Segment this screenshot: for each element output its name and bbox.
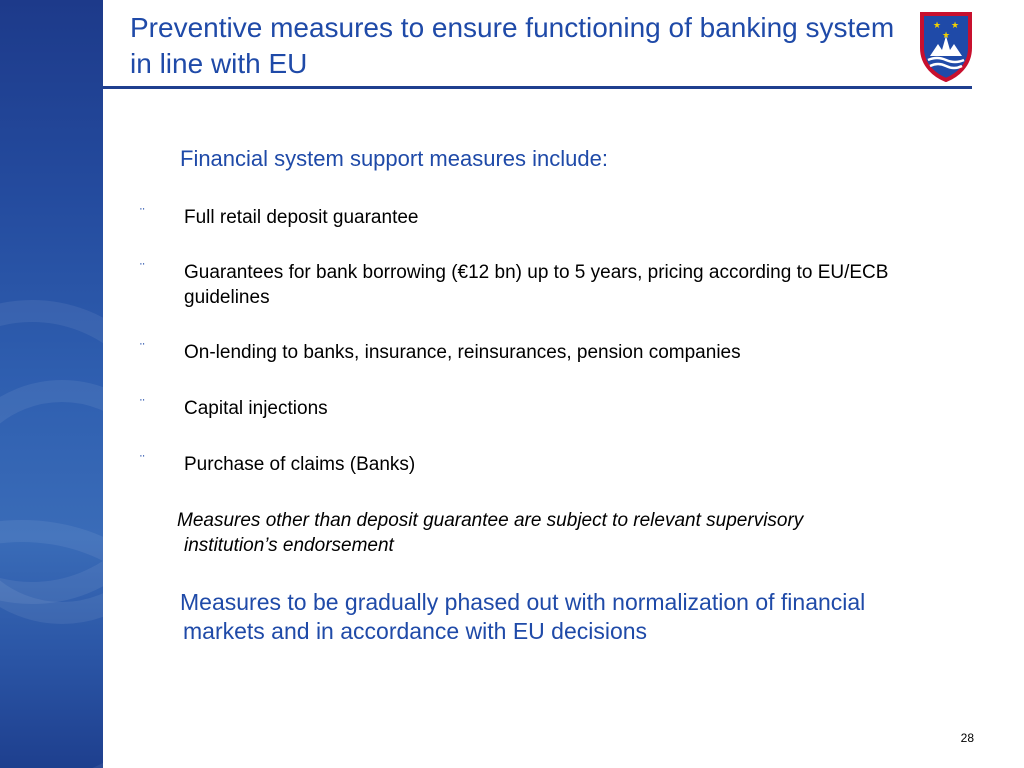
bullet-icon: ¨ bbox=[140, 396, 145, 412]
bullet-icon: ¨ bbox=[140, 452, 145, 468]
svg-text:★: ★ bbox=[942, 31, 951, 41]
slide-title: Preventive measures to ensure functioning of banking system in line with EU bbox=[130, 12, 895, 79]
svg-text:★: ★ bbox=[933, 21, 942, 31]
bullet-text: Full retail deposit guarantee bbox=[184, 207, 419, 228]
intro-heading: Financial system support measures include: bbox=[180, 146, 608, 171]
supervisory-note bbox=[177, 508, 952, 558]
note-line-2: institution’s endorsement bbox=[184, 535, 394, 556]
bullet-text: On-lending to banks, insurance, reinsurances, pension companies bbox=[184, 342, 741, 363]
title-underline bbox=[103, 86, 972, 89]
bullet-text: Capital injections bbox=[184, 398, 328, 419]
bullet-icon: ¨ bbox=[140, 260, 145, 276]
decorative-sidebar bbox=[0, 0, 103, 768]
bullet-text: Guarantees for bank borrowing (€12 bn) up to 5 years, pricing according to EU/ECB guidelines bbox=[184, 262, 889, 308]
slovenian-coat-of-arms-icon bbox=[918, 10, 974, 82]
closing-line-2: markets and in accordance with EU decisions bbox=[183, 618, 648, 644]
bullet-icon: ¨ bbox=[140, 205, 145, 221]
closing-statement bbox=[180, 588, 970, 646]
closing-line-1: Measures to be gradually phased out with normalization of financial bbox=[180, 589, 866, 615]
page-number: 28 bbox=[960, 731, 974, 745]
note-line-1: Measures other than deposit guarantee are subject to relevant supervisory bbox=[177, 510, 804, 531]
bullet-icon: ¨ bbox=[140, 340, 145, 356]
bullet-text: Purchase of claims (Banks) bbox=[184, 454, 416, 475]
svg-text:★: ★ bbox=[951, 21, 960, 31]
